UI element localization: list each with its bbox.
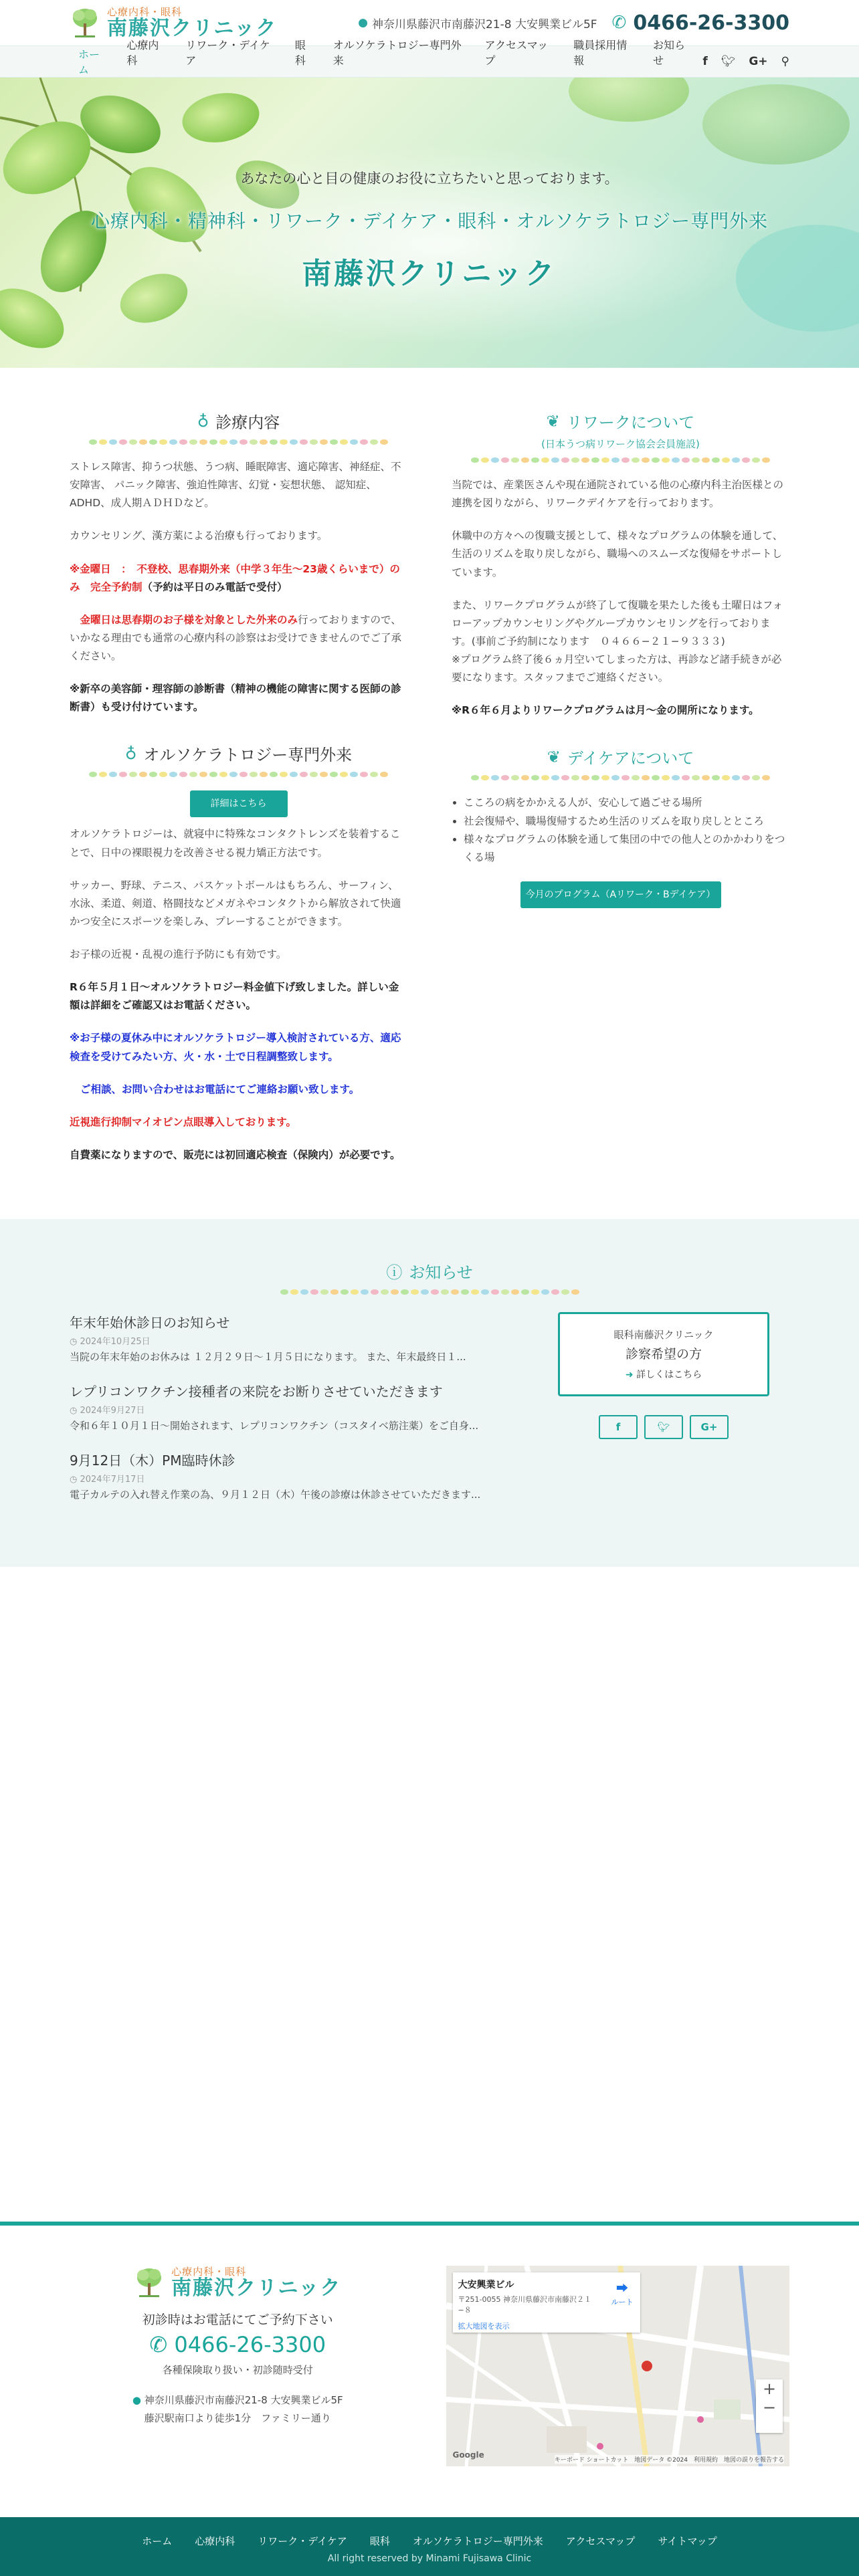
footer-address-text: 神奈川県藤沢市南藤沢21-8 大安興業ビル5F — [144, 2394, 343, 2406]
divider-dot — [491, 457, 499, 463]
divider-dot — [411, 1289, 419, 1295]
divider-dot — [752, 775, 760, 780]
site-footer — [0, 2222, 859, 2517]
divider-dot — [391, 1289, 399, 1295]
divider-dot — [219, 772, 227, 777]
divider-dot — [290, 772, 298, 777]
divider-dot — [722, 775, 730, 780]
dotted-divider — [70, 439, 407, 447]
map-place-name: 大安興業ビル — [458, 2280, 514, 2290]
hero-banner — [0, 78, 859, 368]
zoom-out-button[interactable]: − — [762, 2398, 777, 2417]
divider-dot — [290, 439, 298, 445]
info-icon: ⓘ — [386, 1263, 403, 1282]
facebook-icon: f — [615, 1421, 621, 1433]
divider-dot — [300, 439, 308, 445]
search-icon[interactable]: ⚲ — [781, 55, 789, 68]
site-logo[interactable] — [70, 6, 277, 39]
eye-clinic-link[interactable] — [567, 1368, 761, 1381]
divider-dot — [742, 775, 750, 780]
divider-dot — [250, 772, 258, 777]
header-address — [358, 15, 597, 31]
footer-logo[interactable] — [70, 2266, 406, 2299]
divider-dot — [692, 775, 700, 780]
news-item-excerpt: 当院の年末年始のお休みは １２月２９日〜１月５日になります。 また、年末最終日１... — [70, 1351, 466, 1363]
divider-dot — [401, 1289, 409, 1295]
divider-dot — [361, 1289, 369, 1295]
divider-dot — [702, 457, 710, 463]
divider-dot — [682, 775, 690, 780]
main-nav — [0, 39, 859, 78]
divider-dot — [672, 775, 680, 780]
left-column — [70, 409, 407, 1179]
clock-icon: ◷ — [70, 1406, 80, 1416]
divider-dot — [320, 772, 328, 777]
news-item-title[interactable]: 年末年始休診日のお知らせ — [70, 1315, 230, 1331]
eye-clinic-box[interactable] — [558, 1312, 769, 1396]
divider-dot — [240, 772, 248, 777]
divider-dot — [541, 457, 549, 463]
divider-dot — [622, 457, 630, 463]
twitter-share-button[interactable] — [644, 1415, 683, 1439]
tree-logo-icon — [70, 6, 100, 39]
footer-nav-rework[interactable]: リワーク・デイケア — [258, 2535, 347, 2547]
divider-dot — [521, 457, 529, 463]
eye-clinic-link-text: 詳しくはこちら — [636, 1370, 702, 1380]
shinryo-heading — [70, 409, 407, 433]
divider-dot — [300, 1289, 308, 1295]
header-phone-number: 0466-26-3300 — [633, 11, 789, 35]
dotted-divider — [70, 1289, 789, 1297]
divider-dot — [742, 457, 750, 463]
news-item-date — [70, 1334, 511, 1347]
divider-dot — [280, 772, 288, 777]
divider-dot — [652, 457, 660, 463]
divider-dot — [341, 1289, 349, 1295]
divider-dot — [581, 775, 589, 780]
divider-dot — [99, 439, 107, 445]
divider-dot — [581, 457, 589, 463]
friday-warning-rest: 行っておりますので、いかなる理由でも通常の心療内科の診察はお受けできませんのでご了承ください。 — [70, 613, 402, 662]
divider-dot — [159, 439, 167, 445]
divider-dot — [642, 775, 650, 780]
phone-icon: ✆ — [611, 13, 627, 33]
divider-dot — [320, 439, 328, 445]
divider-dot — [561, 1289, 569, 1295]
ortho-myopin-note: 近視進行抑制マイオピン点眼導入しております。 — [70, 1115, 296, 1128]
divider-dot — [179, 772, 187, 777]
divider-dot — [561, 457, 569, 463]
divider-dot — [229, 439, 237, 445]
divider-dot — [109, 772, 117, 777]
hero-tagline: あなたの心と目の健康のお役に立ちたいと思っております。 — [240, 171, 619, 187]
stethoscope-icon: ♁ — [197, 411, 209, 431]
divider-dot — [732, 457, 740, 463]
map-zoom-controls — [756, 2379, 783, 2433]
logo-subtitle: 心療内科・眼科 — [171, 2265, 247, 2278]
divider-dot — [330, 772, 338, 777]
map-route-label: ルート — [611, 2298, 634, 2306]
divider-dot — [139, 439, 147, 445]
news-title: お知らせ — [409, 1263, 473, 1282]
footer-nav-access[interactable]: アクセスマップ — [565, 2535, 636, 2547]
divider-dot — [501, 457, 509, 463]
daycare-title: デイケアについて — [567, 749, 694, 768]
news-date-text: 2024年10月25日 — [80, 1337, 151, 1347]
footer-nav-ortho[interactable]: オルソケラトロジー専門外来 — [412, 2535, 543, 2547]
divider-dot — [89, 439, 97, 445]
twitter-icon[interactable]: 🐦︎ — [721, 55, 736, 68]
copyright: All right reserved by Minami Fujisawa Clinic — [327, 2553, 532, 2564]
divider-dot — [129, 772, 137, 777]
logo-title: 南藤沢クリニック — [107, 16, 278, 40]
header-address-text: 神奈川県藤沢市南藤沢21-8 大安興業ビル5F — [371, 17, 597, 31]
divider-dot — [662, 457, 670, 463]
divider-dot — [421, 1289, 429, 1295]
divider-dot — [541, 1289, 549, 1295]
facebook-icon[interactable]: f — [702, 55, 708, 68]
divider-dot — [481, 457, 489, 463]
news-section — [0, 1219, 859, 1567]
ortho-p2: サッカー、野球、テニス、バスケットボールはもちろん、サーフィン、水泳、柔道、剣道、格闘技などメガネやコンタクトから解放されて快適かつ安全にスポーツを楽しみ、プレーすることができます。 — [70, 879, 401, 928]
news-item-title[interactable]: 9月12日（木）PM臨時休診 — [70, 1453, 235, 1469]
divider-dot — [551, 775, 559, 780]
divider-dot — [189, 439, 197, 445]
footer-nav-sitemap[interactable]: サイトマップ — [658, 2535, 717, 2547]
divider-dot — [471, 1289, 479, 1295]
divider-dot — [99, 772, 107, 777]
list-item: • 社会復帰や、職場復帰するため生活のリズムを取り戻しとところ — [464, 813, 789, 831]
nav-item-ganka[interactable]: 眼科 — [294, 39, 306, 67]
divider-dot — [270, 439, 278, 445]
news-date-text: 2024年9月27日 — [80, 1406, 145, 1416]
clock-icon: ◷ — [70, 1475, 80, 1485]
arrow-circle-icon: ➜ — [625, 1370, 637, 1380]
divider-dot — [280, 439, 288, 445]
news-date-text: 2024年7月17日 — [80, 1475, 145, 1485]
map-place-address: 〒251-0055 神奈川県藤沢市南藤沢２１−８ — [458, 2295, 591, 2315]
google-plus-share-button[interactable] — [690, 1415, 729, 1439]
eye-clinic-heading: 診察希望の方 — [625, 1347, 702, 1362]
divider-dot — [199, 772, 207, 777]
ortho-heading — [70, 742, 407, 765]
main-content — [0, 409, 859, 1179]
divider-dot — [732, 775, 740, 780]
footer-contact — [70, 2266, 406, 2466]
divider-dot — [189, 772, 197, 777]
divider-dot — [330, 1289, 339, 1295]
divider-dot — [632, 775, 640, 780]
friday-reservation: （予約は平日のみ電話で受付） — [142, 580, 288, 593]
shinryo-counseling: カウンセリング、漢方薬による治療も行っております。 — [70, 530, 328, 542]
divider-dot — [722, 457, 730, 463]
map-pin-icon: ● — [358, 16, 368, 29]
nav-item-rework[interactable]: リワーク・デイケア — [185, 39, 270, 67]
divider-dot — [551, 457, 559, 463]
divider-dot — [290, 1289, 298, 1295]
divider-dot — [702, 775, 710, 780]
divider-dot — [511, 457, 519, 463]
divider-dot — [380, 772, 388, 777]
footer-nav — [0, 2517, 859, 2548]
ortho-p3: お子様の近視・乱視の進行予防にも有効です。 — [70, 948, 287, 960]
right-column — [452, 409, 789, 1179]
divider-dot — [471, 457, 479, 463]
divider-dot — [481, 775, 489, 780]
ortho-title: オルソケラトロジー専門外来 — [143, 746, 353, 765]
friday-only: 金曜日は思春期のお子様を対象とした外来のみ — [80, 613, 298, 626]
divider-dot — [260, 439, 268, 445]
divider-dot — [340, 439, 348, 445]
divider-dot — [682, 457, 690, 463]
divider-dot — [209, 772, 217, 777]
ortho-p1: オルソケラトロジーは、就寝中に特殊なコンタクトレンズを装着することで、日中の裸眼視力を改善させる視力矯正方法です。 — [70, 828, 401, 859]
news-heading — [70, 1259, 789, 1283]
divider-dot — [642, 457, 650, 463]
map-enlarge-link[interactable]: 拡大地図を表示 — [458, 2322, 510, 2331]
divider-dot — [521, 1289, 529, 1295]
divider-dot — [260, 772, 268, 777]
footer-reservation-note: 初診時はお電話にてご予約下さい — [142, 2313, 333, 2327]
bottom-bar — [0, 2517, 859, 2576]
google-plus-icon: G+ — [700, 1421, 718, 1433]
divider-dot — [250, 439, 258, 445]
list-item[interactable] — [70, 1450, 511, 1501]
footer-nav-ganka[interactable]: 眼科 — [369, 2535, 390, 2547]
divider-dot — [501, 1289, 509, 1295]
ortho-contact-note: ご相談、お問い合わせはお電話にてご連絡お願い致します。 — [80, 1083, 360, 1095]
news-item-excerpt: 令和６年１０月１日〜開始されます、レプリコンワクチン（コスタイベ筋注薬）をご自身... — [70, 1420, 479, 1432]
map-info-card — [453, 2272, 640, 2333]
zoom-in-button[interactable]: + — [762, 2379, 777, 2398]
news-item-excerpt: 電子カルテの入れ替え作業の為、９月１２日（木）午後の診療は休診させていただきます... — [70, 1489, 481, 1501]
rework-p1: 当院では、産業医さんや現在通院されている他の心療内科主治医様との連携を図りながら、リワークデイケアを行っております。 — [452, 479, 784, 510]
divider-dot — [511, 775, 519, 780]
divider-dot — [601, 775, 609, 780]
divider-dot — [531, 1289, 539, 1295]
divider-dot — [652, 775, 660, 780]
clock-icon: ◷ — [70, 1337, 80, 1347]
eye-clinic-name: 眼科南藤沢クリニック — [613, 1329, 714, 1341]
divider-dot — [381, 1289, 389, 1295]
shinryo-friday-note — [70, 560, 407, 597]
divider-dot — [451, 1289, 459, 1295]
ortho-price-note: R６年５月１日〜オルソケラトロジー料金値下げ致しました。詳しい金額は詳細をご確認又はお電話ください。 — [70, 981, 399, 1012]
divider-dot — [611, 457, 619, 463]
divider-dot — [360, 772, 368, 777]
rework-schedule-note: ※R６年６月よりリワークプログラムは月〜金の開所になります。 — [452, 704, 759, 717]
divider-dot — [431, 1289, 439, 1295]
divider-dot — [521, 775, 529, 780]
hero-clinic-name: 南藤沢クリニック — [302, 257, 557, 291]
footer-phone-number: 0466-26-3300 — [174, 2332, 326, 2357]
footer-address — [70, 2393, 406, 2407]
divider-dot — [300, 772, 308, 777]
divider-dot — [762, 457, 770, 463]
divider-dot — [571, 1289, 579, 1295]
shinryo-conditions: ストレス障害、抑うつ状態、うつ病、睡眠障害、適応障害、神経症、不安障害、 パニック障害、強迫性障害、幻覚・妄想状態、 認知症、ADHD、成人期ＡＤＨＤなど。 — [70, 461, 401, 510]
news-item-title[interactable]: レプリコンワクチン接種者の来院をお断りさせていただきます — [70, 1384, 443, 1400]
footer-access: 藤沢駅南口より徒歩1分 ファミリー通り — [144, 2412, 331, 2424]
rework-heading — [452, 409, 789, 433]
shinryo-title: 診療内容 — [215, 413, 280, 432]
divider-dot — [330, 439, 338, 445]
divider-dot — [370, 439, 378, 445]
divider-dot — [340, 772, 348, 777]
divider-dot — [461, 1289, 469, 1295]
divider-dot — [229, 772, 237, 777]
divider-dot — [531, 775, 539, 780]
news-list — [70, 1312, 511, 1519]
logo-subtitle: 心療内科・眼科 — [107, 5, 183, 18]
divider-dot — [199, 439, 207, 445]
twitter-icon: 🐦︎ — [657, 1421, 670, 1433]
ortho-details-button[interactable]: 詳細はこちら — [190, 790, 288, 817]
divider-dot — [320, 1289, 328, 1295]
monthly-program-button[interactable]: 今月のプログラム（Aリワーク・Bデイケア） — [520, 881, 721, 908]
divider-dot — [380, 439, 388, 445]
facebook-share-button[interactable] — [599, 1415, 638, 1439]
divider-dot — [371, 1289, 379, 1295]
divider-dot — [129, 439, 137, 445]
list-item: • こころの病をかかえる人が、安心して過ごせる場所 — [464, 794, 789, 812]
list-item: • 様々なプログラムの体験を通して集団の中での他人とのかかわりをつくる場 — [464, 831, 789, 867]
divider-dot — [280, 1289, 288, 1295]
divider-dot — [511, 1289, 519, 1295]
divider-dot — [351, 1289, 359, 1295]
divider-dot — [310, 772, 318, 777]
ortho-summer-note: ※お子様の夏休み中にオルソケラトロジー導入検討されている方、適応検査を受けてみたい方、火・水・土で日程調整致します。 — [70, 1032, 401, 1063]
google-plus-icon[interactable]: G+ — [749, 55, 768, 68]
map-pin-icon: ● — [132, 2394, 145, 2406]
divider-dot — [159, 772, 167, 777]
divider-dot — [762, 775, 770, 780]
divider-dot — [601, 457, 609, 463]
divider-dot — [350, 439, 358, 445]
divider-dot — [591, 457, 599, 463]
divider-dot — [491, 1289, 499, 1295]
nav-item-news[interactable]: お知らせ — [653, 39, 686, 67]
divider-dot — [662, 775, 670, 780]
rework-p3: また、リワークプログラムが終了して復職を果たした後も土曜日はフォローアップカウンセリングやグループカウンセリングを行っております。(事前ご予約制になります ０４６６−２１−９３３３) ※プログラム終了後６ヵ月空いてしまった方は、再診など諸手続きが必要になります。スタッフまでご連絡ください。 — [452, 599, 783, 684]
divider-dot — [622, 775, 630, 780]
divider-dot — [632, 457, 640, 463]
nav-item-shinryo[interactable]: 心療内科 — [126, 39, 159, 67]
divider-dot — [571, 457, 579, 463]
divider-dot — [219, 439, 227, 445]
divider-dot — [752, 457, 760, 463]
divider-dot — [591, 775, 599, 780]
divider-dot — [360, 439, 368, 445]
divider-dot — [310, 439, 318, 445]
news-item-date — [70, 1403, 511, 1416]
logo-title: 南藤沢クリニック — [171, 2276, 342, 2300]
map-route-button[interactable] — [611, 2279, 634, 2307]
list-item[interactable] — [70, 1381, 511, 1432]
divider-dot — [571, 775, 579, 780]
divider-dot — [491, 775, 499, 780]
ortho-selfpay-note: 自費薬になりますので、販売には初回適応検査（保険内）が必要です。 — [70, 1148, 401, 1161]
divider-dot — [441, 1289, 449, 1295]
news-item-date — [70, 1472, 511, 1485]
divider-dot — [481, 1289, 489, 1295]
footer-phone[interactable] — [70, 2332, 406, 2357]
daycare-list — [464, 794, 789, 867]
divider-dot — [672, 457, 680, 463]
rework-subtitle: (日本うつ病リワーク協会会員施設) — [541, 438, 700, 450]
rework-title: リワークについて — [566, 413, 695, 432]
divider-dot — [209, 439, 217, 445]
leaf-icon: ❦ — [546, 411, 560, 431]
divider-dot — [561, 775, 569, 780]
shinryo-certificate: ※新卒の美容師・理容師の診断書（精神の機能の障害に関する医師の診断書）も受け付けています。 — [70, 683, 401, 714]
divider-dot — [692, 457, 700, 463]
divider-dot — [119, 772, 127, 777]
divider-dot — [240, 439, 248, 445]
friday-schedule: ※金曜日 ： 不登校、思春期外来（中学３年生〜23歳くらいまで）のみ 完全予約制 — [70, 562, 400, 593]
rework-p2: 休職中の方々への復職支援として、様々なプログラムの体験を通して、生活のリズムを取り戻しながら、職場へのスムーズな復帰をサポートしています。 — [452, 530, 783, 578]
divider-dot — [109, 439, 117, 445]
header-phone[interactable] — [612, 11, 789, 35]
shinryo-friday-warning — [70, 611, 407, 665]
dotted-divider — [452, 457, 789, 465]
tree-logo-icon — [134, 2266, 165, 2299]
directions-icon: ⮕ — [616, 2282, 629, 2296]
divider-dot — [471, 775, 479, 780]
nav-item-ortho[interactable]: オルソケラトロジー専門外来 — [332, 39, 462, 67]
footer-nav-home[interactable]: ホーム — [142, 2535, 173, 2547]
divider-dot — [712, 457, 720, 463]
nav-item-home[interactable]: ホーム — [70, 46, 118, 86]
footer-nav-shinryo[interactable]: 心療内科 — [195, 2535, 235, 2547]
stethoscope-icon: ♁ — [124, 744, 137, 763]
divider-dot — [350, 772, 358, 777]
google-logo: Google — [452, 2450, 484, 2460]
divider-dot — [270, 772, 278, 777]
divider-dot — [501, 775, 509, 780]
divider-dot — [169, 439, 177, 445]
leaf-icon: ❦ — [547, 747, 561, 766]
divider-dot — [611, 775, 619, 780]
divider-dot — [149, 439, 157, 445]
divider-dot — [310, 1289, 318, 1295]
divider-dot — [179, 439, 187, 445]
daycare-heading — [452, 745, 789, 768]
nav-item-recruit[interactable]: 職員採用情報 — [573, 39, 628, 67]
nav-item-access[interactable]: アクセスマップ — [484, 39, 549, 67]
divider-dot — [712, 775, 720, 780]
list-item[interactable] — [70, 1312, 511, 1364]
dotted-divider — [452, 775, 789, 783]
divider-dot — [139, 772, 147, 777]
map-credits: キーボード ショートカット 地図データ ©2024 利用規約 地図の誤りを報告する — [555, 2455, 784, 2464]
divider-dot — [551, 1289, 559, 1295]
divider-dot — [89, 772, 97, 777]
footer-insurance-note: 各種保険取り扱い・初診随時受付 — [162, 2364, 313, 2376]
hero-departments: 心療内科・精神科・リワーク・デイケア・眼科・オルソケラトロジー専門外来 — [90, 210, 769, 232]
divider-dot — [149, 772, 157, 777]
divider-dot — [531, 457, 539, 463]
google-map[interactable] — [446, 2266, 789, 2466]
phone-icon: ✆ — [149, 2332, 175, 2357]
divider-dot — [370, 772, 378, 777]
divider-dot — [169, 772, 177, 777]
dotted-divider — [70, 772, 407, 780]
divider-dot — [119, 439, 127, 445]
divider-dot — [541, 775, 549, 780]
social-buttons — [558, 1415, 769, 1439]
